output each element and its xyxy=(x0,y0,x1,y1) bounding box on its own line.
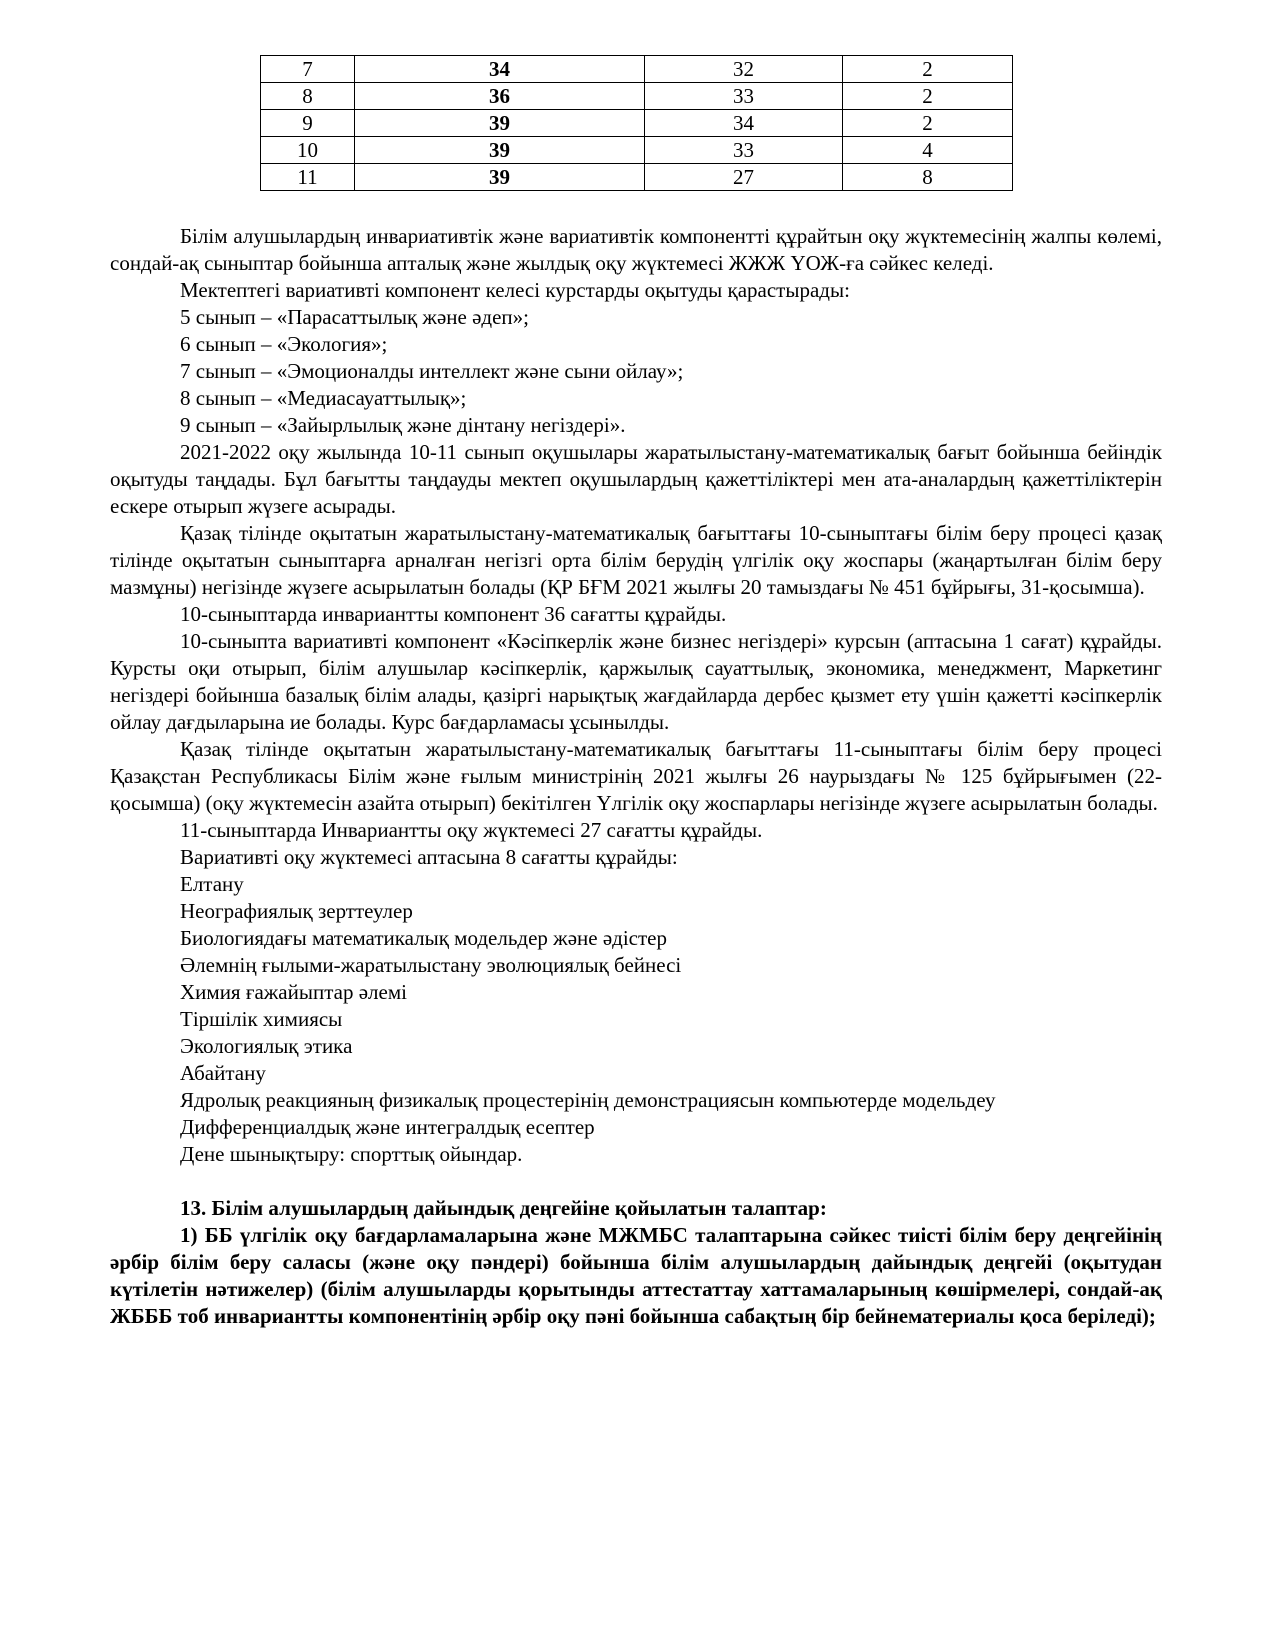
table-cell-total: 39 xyxy=(355,137,645,164)
table-cell-total: 39 xyxy=(355,164,645,191)
paragraph-grade10-process: Қазақ тілінде оқытатын жаратылыстану-математикалық бағыттағы 10-сыныптағы білім беру процесі қазақ тілінде оқытатын сыныптарға арналған негізгі орта білім берудің үлгілік оқу жоспары (жаңартылған білім беру мазмұны) негізінде жүзеге асырылатын болады (ҚР БҒМ 2021 жылғы 20 тамыздағы № 451 бұйрығы, 31-қосымша). xyxy=(110,521,1162,599)
list-item-elective: Әлемнің ғылыми-жаратылыстану эволюциялық бейнесі xyxy=(180,953,682,977)
table-cell-grade: 8 xyxy=(261,83,355,110)
table-cell-invariant: 34 xyxy=(645,110,843,137)
table-cell-grade: 11 xyxy=(261,164,355,191)
requirement-item-1: 1) ББ үлгілік оқу бағдарламаларына және МЖМБС талаптарына сәйкес тиісті білім беру деңгейінің әрбір білім беру саласы (және оқу пәндері) бойынша білім алушылардың дайындық деңгейі (оқытудан күтілетін нәтижелер) (білім алушыларды қорытынды аттестаттау хаттамаларының көшірмелері, сондай-ақ ЖБББ тоб инвариантты компонентінің әрбір оқу пәні бойынша сабақтың бір бейнематериалы қоса беріледі); xyxy=(110,1223,1162,1328)
table-cell-invariant: 27 xyxy=(645,164,843,191)
table-row xyxy=(261,110,1013,137)
table-cell-invariant: 32 xyxy=(645,56,843,83)
table-cell-variative: 2 xyxy=(843,56,1013,83)
list-item-elective: Химия ғажайыптар әлемі xyxy=(180,980,407,1004)
list-item-elective: Биологиядағы математикалық модельдер және әдістер xyxy=(180,926,667,950)
table-row xyxy=(261,164,1013,191)
list-item-elective: Тіршілік химиясы xyxy=(180,1007,343,1031)
list-item-elective: Дифференциалдық және интегралдық есептер xyxy=(180,1115,595,1139)
paragraph-variative-intro: Мектептегі вариативті компонент келесі курстарды оқытуды қарастырады: xyxy=(180,278,850,302)
paragraph-grade10-invariant: 10-сыныптарда инвариантты компонент 36 сағатты құрайды. xyxy=(180,602,727,626)
table-cell-variative: 8 xyxy=(843,164,1013,191)
table-cell-grade: 7 xyxy=(261,56,355,83)
table-cell-grade: 10 xyxy=(261,137,355,164)
table-cell-variative: 4 xyxy=(843,137,1013,164)
body-text xyxy=(110,223,1162,1330)
table-row xyxy=(261,137,1013,164)
table-cell-total: 34 xyxy=(355,56,645,83)
list-item-course: 8 сынып – «Медиасауаттылық»; xyxy=(180,386,467,410)
list-item-course: 6 сынып – «Экология»; xyxy=(180,332,388,356)
spacer xyxy=(110,1168,1162,1195)
list-item-course: 5 сынып – «Парасаттылық және әдеп»; xyxy=(180,305,529,329)
table-row xyxy=(261,56,1013,83)
table-cell-total: 36 xyxy=(355,83,645,110)
hours-table xyxy=(260,55,1013,191)
paragraph-grade11-variative: Вариативті оқу жүктемесі аптасына 8 сағатты құрайды: xyxy=(180,845,678,869)
list-item-elective: Ядролық реакцияның физикалық процестерінің демонстрациясын компьютерде модельдеу xyxy=(180,1088,996,1112)
list-item-course: 9 сынып – «Зайырлылық және дінтану негіздері». xyxy=(180,413,626,437)
table-cell-variative: 2 xyxy=(843,110,1013,137)
list-item-elective: Экологиялық этика xyxy=(180,1034,353,1058)
table-cell-total: 39 xyxy=(355,110,645,137)
paragraph-grade11-invariant: 11-сыныптарда Инвариантты оқу жүктемесі 27 сағатты құрайды. xyxy=(180,818,763,842)
paragraph-profile-choice: 2021-2022 оқу жылында 10-11 сынып оқушылары жаратылыстану-математикалық бағыт бойынша бейіндік оқытуды таңдады. Бұл бағытты таңдауды мектеп оқушылардың қажеттіліктері мен ата-аналардың қажеттіліктерін ескере отырып жүзеге асырады. xyxy=(110,440,1162,518)
paragraph-grade10-variative: 10-сыныпта вариативті компонент «Кәсіпкерлік және бизнес негіздері» курсын (аптасына 1 сағат) құрайды. Курсты оқи отырып, білім алушылар кәсіпкерлік, қаржылық сауаттылық, экономика, менеджмент, Маркетинг негіздері бойынша базалық білім алады, қазіргі нарықтық жағдайларда дербес қызмет ету үшін қажетті кәсіпкерлік ойлау дағдыларына ие болады. Курс бағдарламасы ұсынылды. xyxy=(110,629,1162,734)
table-cell-grade: 9 xyxy=(261,110,355,137)
table-cell-invariant: 33 xyxy=(645,137,843,164)
section-heading-13: 13. Білім алушылардың дайындық деңгейіне қойылатын талаптар: xyxy=(180,1196,827,1220)
list-item-elective: Дене шынықтыру: спорттық ойындар. xyxy=(180,1142,523,1166)
table-row xyxy=(261,83,1013,110)
paragraph-grade11-process: Қазақ тілінде оқытатын жаратылыстану-математикалық бағыттағы 11-сыныптағы білім беру процесі Қазақстан Республикасы Білім және ғылым министрінің 2021 жылғы 26 наурыздағы № 125 бұйрығымен (22-қосымша) (оқу жүктемесін азайта отырып) бекітілген Үлгілік оқу жоспарлары негізінде жүзеге асырылатын болады. xyxy=(110,737,1162,815)
table-cell-variative: 2 xyxy=(843,83,1013,110)
list-item-elective: Неографиялық зерттеулер xyxy=(180,899,413,923)
table-cell-invariant: 33 xyxy=(645,83,843,110)
list-item-elective: Абайтану xyxy=(180,1061,266,1085)
paragraph-load-volume: Білім алушылардың инвариативтік және вариативтік компонентті құрайтын оқу жүктемесінің жалпы көлемі, сондай-ақ сыныптар бойынша апталық және жылдық оқу жүктемесі ЖЖЖ ҮОЖ-ға сәйкес келеді. xyxy=(110,224,1162,275)
list-item-elective: Елтану xyxy=(180,872,244,896)
list-item-course: 7 сынып – «Эмоционалды интеллект және сыни ойлау»; xyxy=(180,359,684,383)
